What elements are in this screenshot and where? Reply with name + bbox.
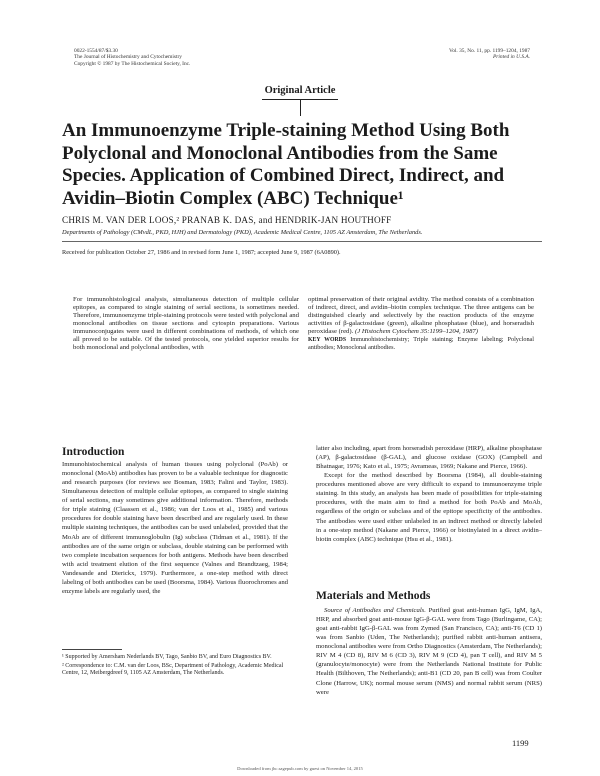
received-dates: Received for publication October 27, 1986 and in revised form June 1, 1987; accepted June 9, 1987 (6A0890). [62, 249, 341, 256]
methods-subheading: Source of Antibodies and Chemicals. [324, 607, 426, 614]
footnote-divider [62, 649, 122, 650]
introduction-right-column [316, 444, 542, 544]
volume-header [384, 48, 530, 61]
article-title: An Immunoenzyme Triple-staining Method Using Both Polyclonal and Monoclonal Antibodies from the Same Species. Application of Combined Direct, Indirect, and Avidin–Biotin Complex (ABC) Technique¹ [62, 120, 510, 209]
header-divider [62, 241, 542, 242]
keywords: Immunohistochemistry; Triple staining; Enzyme labeling; Polyclonal antibodies; Monoclonal antibodies. [308, 336, 534, 352]
volume-line: Vol. 35, No. 11, pp. 1199–1204, 1987 [449, 48, 530, 54]
abstract-text-left: For immunohistological analysis, simultaneous detection of multiple cellular epitopes, as compared to single staining of serial sections, is sometimes needed. Therefore, immunoenzyme triple-staining protocols were tested with polyclonal and monoclonal antibodies on tissue sections and cytospin preparations. Various immunoconjugates were used in different combinations of methods, of which one all proved to be suitable. Of the tested protocols, one yielded superior results for both monoclonal and polyclonal antibodies, with [73, 296, 299, 352]
introduction-heading: Introduction [62, 446, 125, 458]
article-type-label: Original Article [264, 85, 336, 96]
introduction-paragraph-1: Immunohistochemical analysis of human tissues using polyclonal (PoAb) or monoclonal (MoAb) antibodies has proven to be a valuable technique for diagnostic and research purposes (for reviews see Bosman, 1983; Falini and Taylor, 1983). Simultaneous detection of multiple cellular epitopes, as compared to single staining of serial sections, may sometimes give additional information. Therefore, methods for triple staining (Claassen et al., 1986; van der Loos et al., 1985) and various procedures for double staining have been described and are regularly used. In these multiple staining techniques, the antibodies can be used unlabeled, provided that the MoAb are of different immunoglobulin (Ig) subclass (Tidman et al., 1981). If the antibodies are of the same origin or subclass, double staining can be performed with two complete incubation sequences for both antigens. Methods have been described with acid treatment elution of the first sequence (Valnes and Brandtzaeg, 1984; Vandesande and Dierickx, 1979). Furthermore, a one-step method with direct labeling of both antibodies can be used (Boorsma, 1984). Various fluorochromes and enzyme labels are regularly used, the [62, 461, 288, 595]
abstract-text-right: optimal preservation of their original avidity. The method consists of a combination of indirect, direct, and avidin–biotin complex technique. The three antigens can be distinguished clearly and selectively by the reaction products of the enzyme activities of β-galactosidase (green), alkaline phosphatase (blue), and horseradish peroxidase (red). [308, 296, 534, 336]
issn-line: 0022-1554/87/$3.30 [74, 48, 118, 54]
journal-name-line: The Journal of Histochemistry and Cytochemistry [74, 54, 182, 61]
footnote-1: ¹ Supported by Amersham Nederlands BV, Tago, Sanbio BV, and Euro Diagnostics BV. [62, 654, 272, 660]
copyright-line: Copyright © 1987 by The Histochemical Society, Inc. [74, 60, 191, 67]
methods-heading: Materials and Methods [316, 590, 431, 602]
introduction-paragraph-2: Except for the method described by Boorsma (1984), all double-staining procedures mentioned above are very difficult to expand to immunoenzyme triple staining. In this study, an analysis has been made of possibilities for triple-staining procedures, with the main aim to find a method for both PoAb and MoAb, regardless of the origin or subclass and of the epitope specificity of the antibodies. The antibodies were used either unlabeled in an indirect method or directly labeled in a one-step method (Nakane and Pierce, 1966) or biotinylated in a direct avidin–biotin complex (ABC) technique (Hsu et al., 1981). [316, 472, 542, 543]
abstract-right-column [308, 296, 534, 352]
keywords-label: KEY WORDS [308, 337, 347, 344]
introduction-left-column [62, 460, 288, 596]
journal-header [74, 48, 294, 67]
introduction-paragraph-1-cont: latter also including, apart from horseradish peroxidase (HRP), alkaline phosphatase (AP), β-galactosidase (β-GAL), and glucose oxidase (GOX) (Campbell and Bhatnagar, 1976; Kato et al., 1975; Avrameas, 1969; Nakane and Pierce, 1966). [316, 445, 542, 471]
abstract-left-column [73, 296, 299, 352]
abstract-citation: (J Histochem Cytochem 35:1199–1204, 1987) [354, 328, 478, 336]
printed-in-line: Printed in U.S.A. [493, 54, 530, 61]
methods-paragraph-1: Purified goat anti-human IgG, IgM, IgA, HRP, and absorbed goat anti-mouse IgG-β-GAL were from Tago (Burlingame, CA); goat anti-rabbit IgG-β-GAL was from Zymed (San Francisco, CA); anti-T6 (CD 1) was from Sanbio (Uden, The Netherlands); purified rabbit anti-human antisera, monoclonal antibodies were from Ortho Diagnostics (Amsterdam, The Netherlands); RIV M 4 (CD 8), RIV M 6 (CD 3), RIV M 9 (CD 4), pan T cell), and RIV M 5 (granulocyte/monocyte) were from the Netherlands National Institute for Public Health (Bilthoven, The Netherlands); anti-B1 (CD 20, pan B cell) was from Coulter Clone (Harrow, UK); normal mouse serum (NMS) and normal rabbit serum (NRS) were [316, 607, 542, 696]
page-number: 1199 [512, 738, 529, 748]
download-footer: Downloaded from jhc.sagepub.com by guest on November 14, 2015 [237, 766, 363, 771]
author-list: CHRIS M. VAN DER LOOS,² PRANAB K. DAS, and HENDRIK-JAN HOUTHOFF [62, 215, 392, 225]
label-stem [300, 99, 301, 116]
affiliation: Departments of Pathology (CMvdL, PKD, HJH) and Dermatology (PKD), Academic Medical Centre, 1105 AZ Amsterdam, The Netherlands. [62, 229, 423, 236]
methods-column [316, 606, 542, 697]
footnote-2: ² Correspondence to: C.M. van der Loos, BSc, Department of Pathology, Academic Medical Centre, 12, Meibergdreef 9, 1105 AZ Amsterdam, The Netherlands. [62, 663, 284, 677]
footnotes [62, 654, 288, 680]
